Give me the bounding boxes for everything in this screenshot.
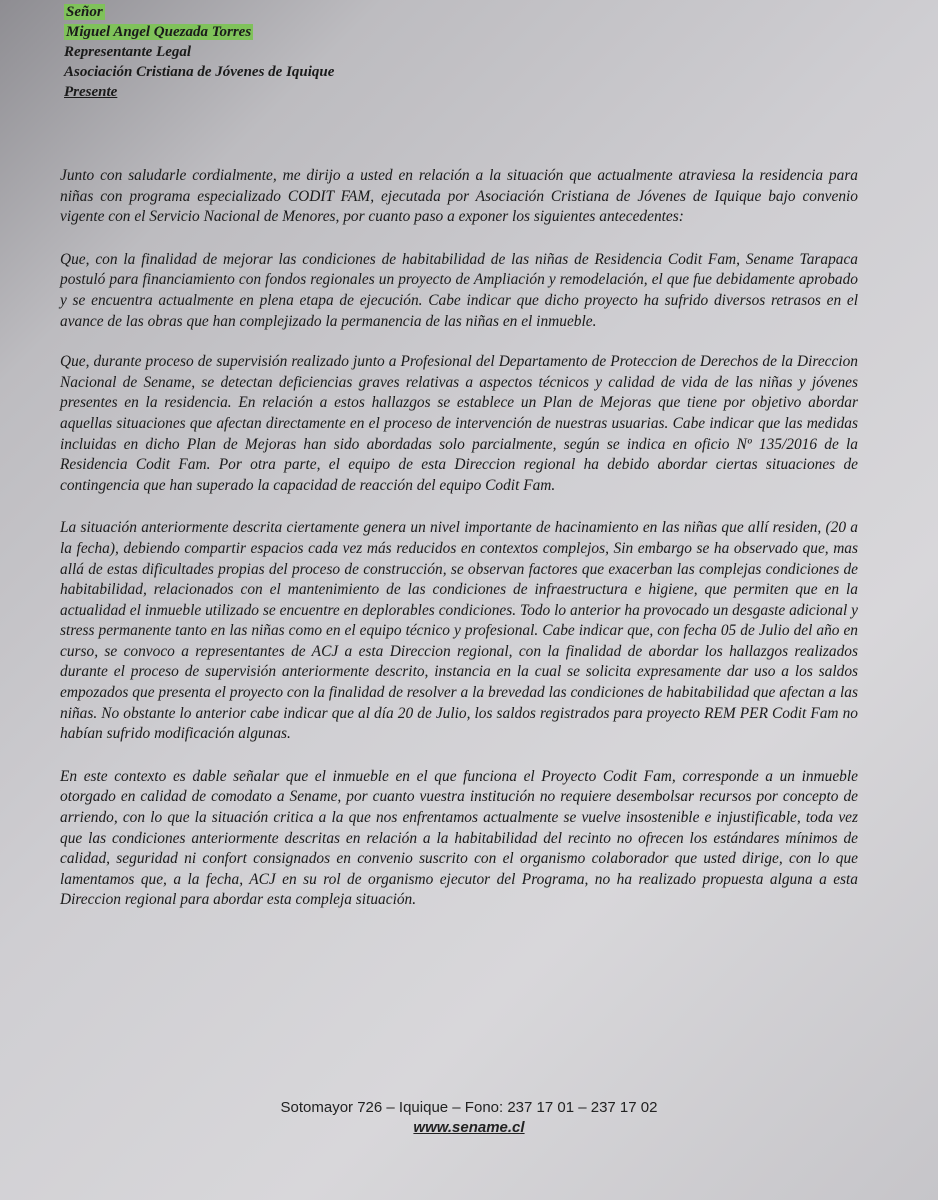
salutation-text: Señor [66, 4, 103, 20]
paragraph: En este contexto es dable señalar que el inmueble en el que funciona el Proyecto Codit Fam, corresponde a un inmueble otorgado en calidad de comodato a Sename, por cuanto vuestra institución no requiere desembolsar recursos por concepto de arriendo, con lo que la situación critica a la que nos enfrentamos actualmente se vuelve insostenible e injustificable, toda vez que las condiciones anteriormente descritas en relación a la habitabilidad del recinto no ofrecen los estándares mínimos de calidad, seguridad ni confort consignados en convenio suscrito con el organismo colaborador que usted dirige, con lo que lamentamos que, a la fecha, ACJ en su rol de organismo ejecutor del Programa, no ha realizado propuesta alguna a esta Direccion regional para abordar esta compleja situación. [60, 767, 858, 909]
paragraph: Junto con saludarle cordialmente, me dirijo a usted en relación a la situación que actualmente atraviesa la residencia para niñas con programa especializado CODIT FAM, ejecutada por Asociación Cristiana de Jóvenes de Iquique bajo convenio vigente con el Servicio Nacional de Menores, por cuanto paso a exponer los siguientes antecedentes: [60, 167, 858, 226]
addressee-name [64, 22, 334, 42]
paragraph: Que, con la finalidad de mejorar las condiciones de habitabilidad de las niñas de Residencia Codit Fam, Sename Tarapaca postuló para financiamiento con fondos regionales un proyecto de Ampliación y remodelación, el que fue debidamente aprobado y se encuentra actualmente en plena etapa de ejecución. Cabe indicar que dicho proyecto ha sufrido diversos retrasos en el avance de las obras que han complejizado la permanencia de las niñas en el inmueble. [60, 250, 858, 330]
salutation [64, 2, 334, 22]
paragraph: Que, durante proceso de supervisión realizado junto a Profesional del Departamento de Proteccion de Derechos de la Direccion Nacional de Sename, se detectan deficiencias graves relativas a aspectos técnicos y calidad de vida de las niñas y jóvenes presentes en la residencia. En relación a estos hallazgos se establece un Plan de Mejoras que tiene por objetivo abordar aquellas situaciones que afectan directamente en el proceso de intervención de nuestras usuarias. Cabe indicar que las medidas incluidas en dicho Plan de Mejoras han sido abordadas solo parcialmente, según se indica en oficio Nº 135/2016 de la Residencia Codit Fam. Por otra parte, el equipo de esta Direccion regional ha debido abordar ciertas situaciones de contingencia que han superado la capacidad de reacción del equipo Codit Fam. [60, 353, 858, 494]
letter-body [60, 166, 858, 933]
addressee-title: Representante Legal [64, 44, 192, 60]
addressee-organization: Asociación Cristiana de Jóvenes de Iquique [64, 64, 335, 80]
addressee-block [64, 2, 334, 102]
paragraph: La situación anteriormente descrita ciertamente genera un nivel importante de hacinamiento en las niñas que allí residen, (20 a la fecha), debiendo compartir espacios cada vez más reducidos en contextos complejos, Sin embargo se ha observado que, mas allá de estas dificultades propias del proceso de construcción, se observan factores que exacerban las complejas condiciones de habitabilidad, relacionados con el mantenimiento de las condiciones de infraestructura e higiene, que permiten que en la actualidad el inmueble utilizado se encuentre en deplorables condiciones. Todo lo anterior ha provocado un desgaste adicional y stress permanente tanto en las niñas como en el equipo técnico y profesional. Cabe indicar que, con fecha 05 de Julio del año en curso, se convoco a representantes de ACJ a esta Direccion regional, con la finalidad de abordar los hallazgos realizados durante el proceso de supervisión anteriormente descrito, instancia en la cual se solicita expresamente dar uso a los saldos empozados que presenta el proyecto con la finalidad de resolver a la brevedad las condiciones de habitabilidad que afectan a las niñas. No obstante lo anterior cabe indicar que al día 20 de Julio, los saldos registrados para proyecto REM PER Codit Fam no habían sufrido modificación algunas. [60, 519, 858, 743]
addressee-presente: Presente [64, 84, 118, 100]
addressee-name-text: Miguel Angel Quezada Torres [66, 24, 252, 40]
letter-footer [0, 1098, 938, 1138]
footer-website-link[interactable]: www.sename.cl [413, 1119, 525, 1136]
footer-address: Sotomayor 726 – Iquique – Fono: 237 17 01 – 237 17 02 [280, 1099, 658, 1116]
